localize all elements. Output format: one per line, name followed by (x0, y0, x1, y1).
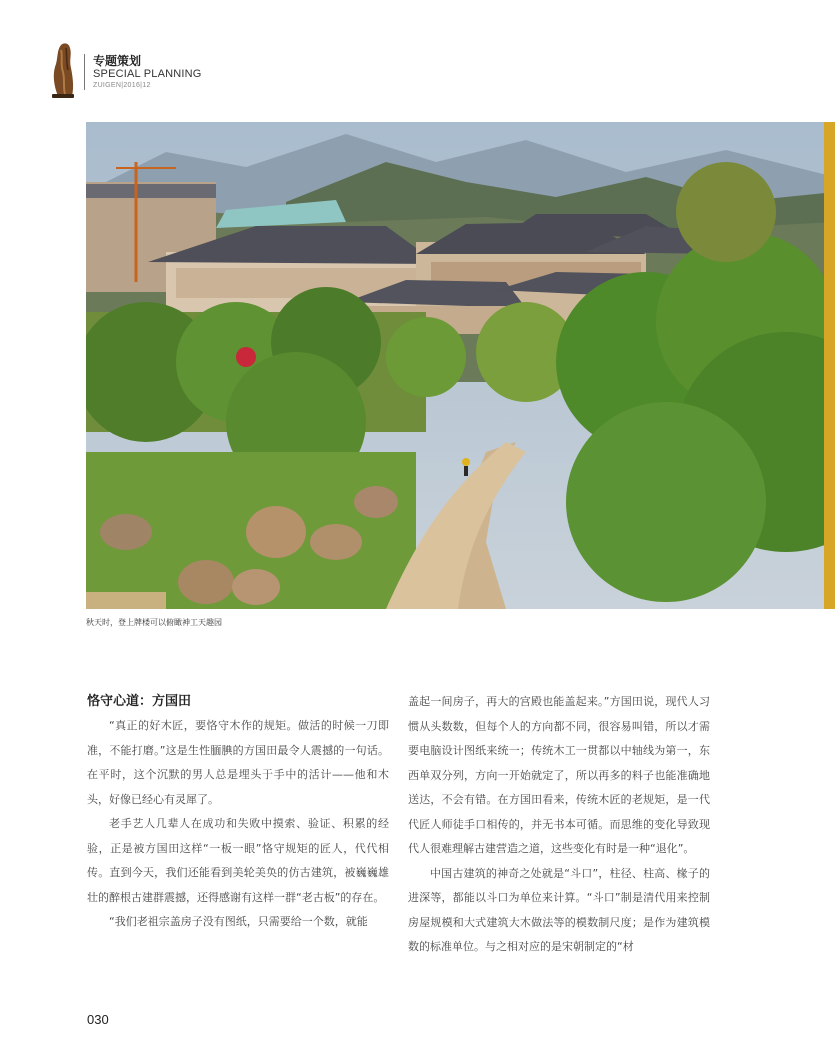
article-paragraph: 盖起一间房子，再大的宫殿也能盖起来。”方国田说，现代人习惯从头数数，但每个人的方向都不同，很容易叫错，所以才需要电脑设计图纸来统一；传统木工一贯都以中轴线为第一，东西单双分列，方向一开始就定了，所以再多的料子也能准确地送达，不会有错。在方国田看来，传统木匠的老规矩，是一代代匠人师徒手口相传的，并无书本可循。而思维的变化导致现代人很难理解古建营造之道，这些变化有时是一种“退化”。 (408, 695, 710, 855)
page-number: 030 (87, 1012, 109, 1027)
article-paragraph: 中国古建筑的神奇之处就是“斗口”，柱径、柱高、椽子的进深等，都能以斗口为单位来计算。“斗口”制是清代用来控制房屋规模和大式建筑大木做法等的模数制尺度；是作为建筑模数的标准单位。与之相对应的是宋朝制定的“材 (408, 866, 710, 953)
issue-label: ZUIGEN|2016|12 (93, 82, 151, 89)
article-column-left (87, 690, 389, 935)
article-section-title: 恪守心道：方国田 (87, 694, 192, 709)
root-sculpture-logo-icon (48, 42, 78, 98)
article-paragraph: “我们老祖宗盖房子没有图纸，只需要给一个数，就能 (109, 915, 368, 928)
garden-photo (86, 122, 835, 609)
header-text (93, 54, 202, 90)
photo-caption: 秋天时，登上牌楼可以俯瞰神工天趣园 (86, 618, 222, 627)
section-title-cn: 专题策划 (93, 54, 142, 68)
header-divider (84, 54, 85, 90)
article-paragraph: “真正的好木匠，要恪守木作的规矩。做活的时候一刀即准，不能打磨。”这是生性腼腆的方国田最令人震撼的一句话。在平时，这个沉默的男人总是埋头于手中的活计——他和木头，好像已经心有灵犀了。 (87, 719, 389, 806)
garden-photo-illustration (86, 122, 835, 609)
section-title-en: SPECIAL PLANNING (93, 68, 202, 80)
article-paragraph: 老手艺人几辈人在成功和失败中摸索、验证、积累的经验，正是被方国田这样“一板一眼”恪守规矩的匠人，代代相传。直到今天，我们还能看到美轮美奂的仿古建筑，被巍巍雄壮的醉根古建群震撼，还得感谢有这样一群“老古板”的存在。 (87, 817, 389, 904)
article-column-right (408, 690, 710, 960)
